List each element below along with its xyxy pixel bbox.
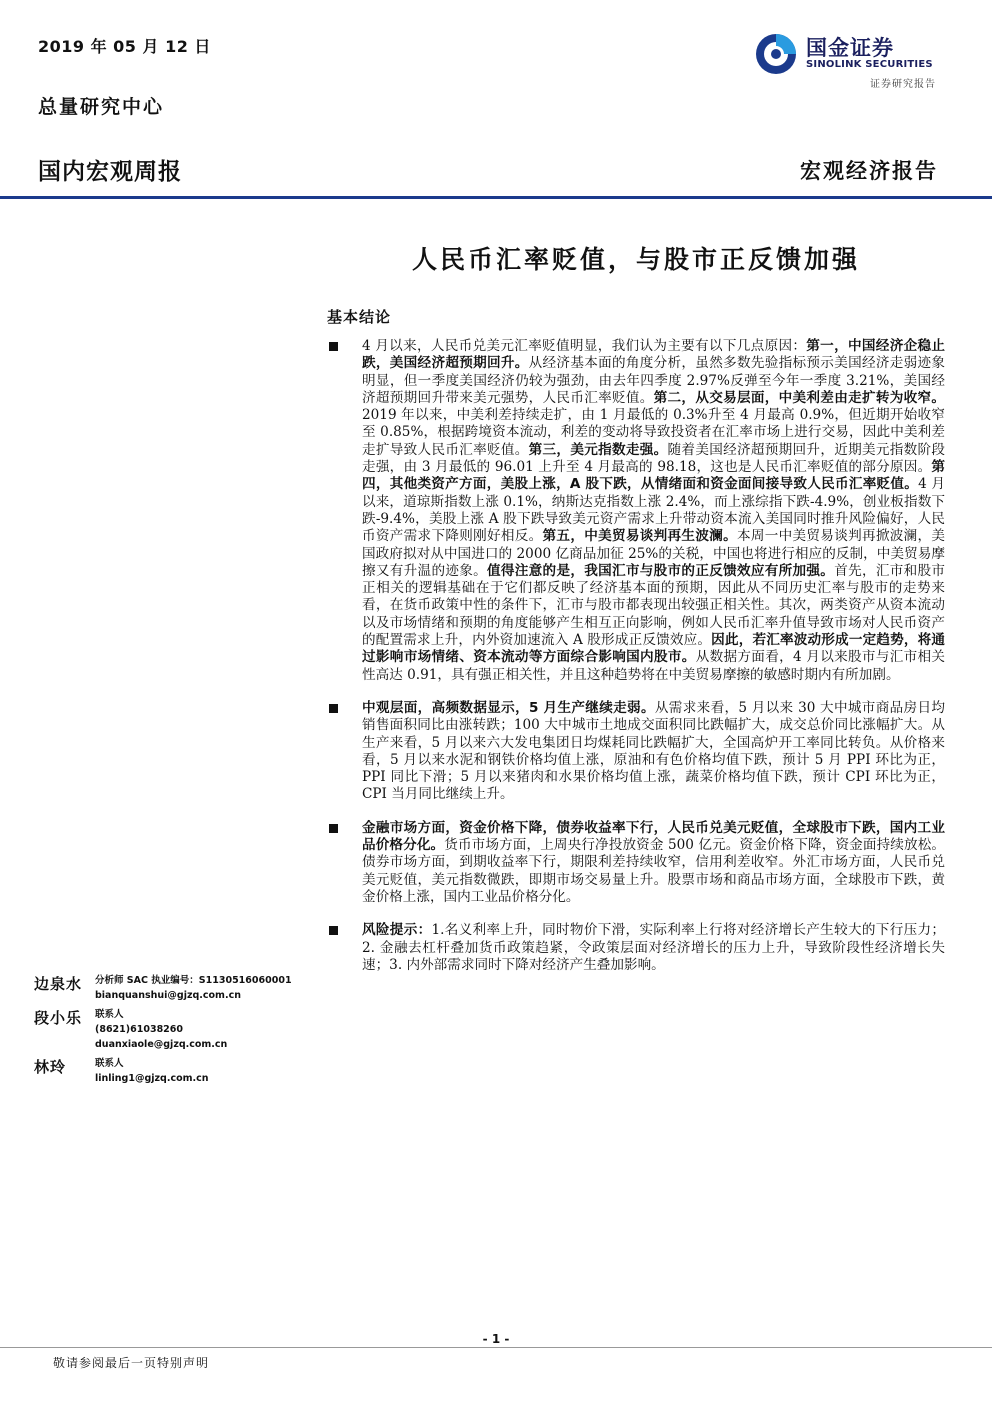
analyst-contact-line: 联系人 [95,1058,124,1069]
sinolink-logo-icon [754,32,798,76]
emphasis-text: 第五，中美贸易谈判再生波澜。 [542,528,737,545]
header-divider [0,196,992,199]
emphasis-text: 第四，其他类资产方面，美股上涨，A 股下跌，从情绪面和资金面间接导致人民币汇率贬值。 [362,459,945,493]
logo-english-name: SINOLINK SECURITIES [806,59,933,70]
analyst-entry [34,973,304,1003]
body-text: 首先，汇市和股市正相关的逻辑基础在于它们都反映了经济基本面的预期，因此从不同历史汇率与股市的走势来看，在货币政策中性的条件下，汇市与股市都表现出较强正相关性。其次，两类资产从资本流动以及市场情绪和预期的角度能够产生相互正向影响，例如人民币汇率升值导致市场对人民币资产的配置需求上升，内外资加速流入 A 股形成正反馈效应。 [362,562,946,649]
logo-chinese-name: 国金证券 [806,36,894,60]
analyst-name: 边泉水 [34,975,83,993]
body-text: 1.名义利率上升，同时物价下滑，实际利率上行将对经济增长产生较大的下行压力；2. 金融去杠杆叠加货币政策趋紧，令政策层面对经济增长的压力上升，导致阶段性经济增长失速；3. 内外部需求同时下降对经济产生叠加影响。 [362,922,945,973]
analyst-contact [95,973,304,1003]
conclusion-item [327,338,945,684]
body-text: 4 月以来，道琼斯指数上涨 0.1%，纳斯达克指数上涨 2.4%，而上涨综指下跌-4.9%，创业板指数下跌-9.4%，美股上涨 A 股下跌导致美元资产需求上升带动资本流入美国同时推升风险偏好，人民币资产需求下降则刚好相反。 [362,476,945,545]
analyst-contact-line: linling1@gjzq.com.cn [95,1073,209,1084]
research-center: 总量研究中心 [38,96,165,118]
emphasis-text: 金融市场方面，资金价格下降，债券收益率下行，人民币兑美元贬值，全球股市下跌，国内工业品价格分化。 [362,819,945,854]
report-category: 宏观经济报告 [800,158,938,183]
conclusion-item [327,820,945,906]
bullet-square-icon [329,824,338,833]
body-text: 货币市场方面，上周央行净投放资金 500 亿元。资金价格下降，资金面持续放松。债券市场方面，到期收益率下行，期限利差持续收窄，信用利差收窄。外汇市场方面，人民币兑美元贬值，美元指数微跌，即期市场交易量上升。股票市场和商品市场方面，全球股市下跌，黄金价格上涨，国内工业品价格分化。 [362,837,945,905]
logo-subtitle: 证券研究报告 [870,79,936,90]
report-title: 人民币汇率贬值，与股市正反馈加强 [411,245,860,274]
report-date: 2019 年 05 月 12 日 [38,37,211,56]
analyst-contact [95,1007,304,1052]
body-text: 从需求来看，5 月以来 30 大中城市商品房日均销售面积同比由涨转跌；100 大中城市土地成交面积同比跌幅扩大，成交总价同比涨幅扩大。从生产来看，5 月以来六大发电集团日均煤耗同比跌幅扩大，全国高炉开工率同比转负。从价格来看，5 月以来水泥和钢铁价格均值上涨，原油和有色价格均值下跌，预计 5 月 PPI 环比为正，PPI 同比下滑；5 月以来猪肉和水果价格均值上涨，蔬菜价格均值下跌，预计 CPI 环比为正，CPI 当月同比继续上升。 [362,699,945,803]
analyst-name: 林玲 [34,1058,67,1076]
body-text: 2019 年以来，中美利差持续走扩，由 1 月最低的 0.3%升至 4 月最高 0.9%，但近期开始收窄至 0.85%，根据跨境资本流动，利差的变动将导致投资者在汇率市场上进行交易，因此中美利差走扩导致人民币汇率贬值。 [362,407,945,458]
page-number: - 1 - [482,1332,510,1346]
conclusion-list [327,338,945,990]
body-text: 随着美国经济超预期回升，近期美元指数阶段走强，由 3 月最低的 96.01 上升至 4 月最高的 98.18，这也是人民币汇率贬值的部分原因。 [362,441,946,476]
bullet-square-icon [329,926,338,935]
emphasis-text: 值得注意的是，我国汇市与股市的正反馈效应有所加强。 [487,562,835,579]
conclusion-item [327,922,945,974]
analyst-entry [34,1056,304,1086]
bullet-square-icon [329,704,338,713]
analyst-list [34,973,304,1090]
section-heading: 基本结论 [327,308,392,326]
analyst-contact-line: 分析师 SAC 执业编号：S1130516060001 [95,975,292,986]
analyst-contact-line: 联系人 [95,1009,124,1020]
conclusion-item [327,700,945,804]
body-text: 从经济基本面的角度分析，虽然多数先验指标预示美国经济走弱迹象明显，但一季度美国经济仍较为强劲，由去年四季度 2.97%反弹至今年一季度 3.21%，美国经济超预期回升带来美元强势，人民币汇率贬值。 [362,355,945,406]
emphasis-text: 风险提示： [362,922,432,939]
body-text: 从数据方面看，4 月以来股市与汇市相关性高达 0.91，具有强正相关性，并且这种趋势将在中美贸易摩擦的敏感时期内有所加剧。 [362,649,946,683]
analyst-entry [34,1007,304,1052]
emphasis-text: 因此，若汇率波动形成一定趋势，将通过影响市场情绪、资本流动等方面综合影响国内股市。 [362,632,946,666]
analyst-contact-line: duanxiaole@gjzq.com.cn [95,1039,228,1050]
analyst-contact-line: bianquanshui@gjzq.com.cn [95,990,241,1001]
emphasis-text: 中观层面，高频数据显示，5 月生产继续走弱。 [362,699,655,716]
emphasis-text: 第二，从交易层面，中美利差由走扩转为收窄。 [653,389,946,406]
analyst-name: 段小乐 [34,1009,83,1027]
body-text: 4 月以来，人民币兑美元汇率贬值明显，我们认为主要有以下几点原因： [362,338,807,354]
company-logo [754,28,954,94]
bullet-square-icon [329,342,338,351]
footer-disclaimer: 敬请参阅最后一页特别声明 [53,1356,210,1370]
report-type: 国内宏观周报 [38,159,182,185]
body-text: 本周一中美贸易谈判再掀波澜，美国政府拟对从中国进口的 2000 亿商品加征 25%的关税，中国也将进行相应的反制，中美贸易摩擦又有升温的迹象。 [362,528,946,579]
analyst-contact-line: (8621)61038260 [95,1024,184,1035]
footer-divider [0,1347,992,1348]
analyst-contact [95,1056,304,1086]
emphasis-text: 第一，中国经济企稳止跌，美国经济超预期回升。 [362,338,946,372]
emphasis-text: 第三，美元指数走强。 [528,441,668,458]
